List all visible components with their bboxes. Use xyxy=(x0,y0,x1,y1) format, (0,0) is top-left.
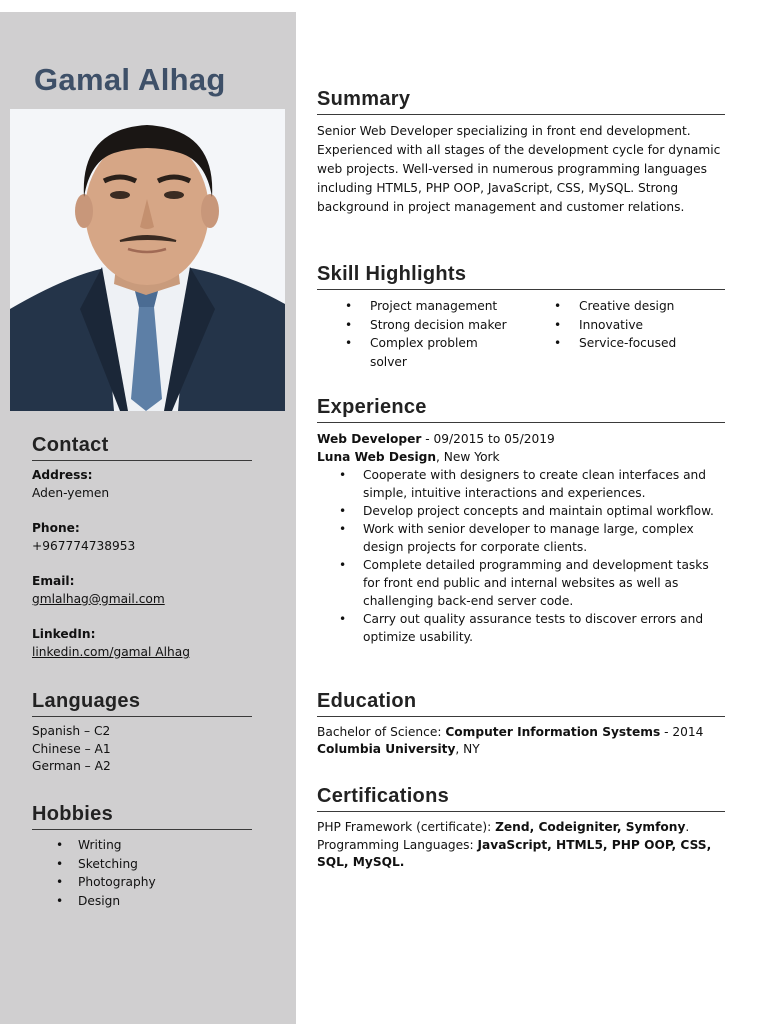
linkedin-label: LinkedIn: xyxy=(32,627,96,641)
summary-section xyxy=(317,88,725,217)
address-label: Address: xyxy=(32,468,93,482)
company-line xyxy=(317,448,725,466)
hobbies-heading: Hobbies xyxy=(32,803,252,830)
cert-value: Zend, Codeigniter, Symfony xyxy=(495,820,686,834)
cert-prefix: Programming Languages: xyxy=(317,837,478,852)
phone-label: Phone: xyxy=(32,521,80,535)
job-title: Web Developer xyxy=(317,432,422,446)
job-title-line xyxy=(317,430,725,448)
experience-section xyxy=(317,396,725,646)
education-heading: Education xyxy=(317,690,725,717)
hobbies-list xyxy=(56,836,252,910)
school-location: , NY xyxy=(455,742,480,756)
skill-item: • Complex problem solver xyxy=(317,334,487,371)
address-block xyxy=(32,467,252,502)
hobby-item: • Design xyxy=(56,892,252,911)
languages-heading: Languages xyxy=(32,690,252,717)
degree-year: - 2014 xyxy=(660,725,704,739)
certifications-heading: Certifications xyxy=(317,785,725,812)
contact-section xyxy=(32,434,252,679)
skills-heading: Skill Highlights xyxy=(317,263,725,290)
experience-bullet: • Work with senior developer to manage large, complex design projects for corporate clients. xyxy=(317,520,725,556)
certification-line-1 xyxy=(317,819,725,837)
experience-bullet: • Cooperate with designers to create clean interfaces and simple, intuitive interactions and experiences. xyxy=(317,466,725,502)
email-link[interactable]: gmlalhag@gmail.com xyxy=(32,591,165,606)
candidate-name: Gamal Alhag xyxy=(34,62,226,97)
degree-name: Computer Information Systems xyxy=(445,725,661,739)
skills-columns xyxy=(317,297,725,371)
skills-section xyxy=(317,263,725,371)
language-item: German – A2 xyxy=(32,759,111,773)
linkedin-link[interactable]: linkedin.com/gamal Alhag xyxy=(32,644,190,659)
skill-item: • Creative design xyxy=(551,297,676,316)
cert-suffix: . xyxy=(685,820,690,834)
summary-text: Senior Web Developer specializing in front end development. Experienced with all stages of the development cycle for dynamic web projects. Well-versed in numerous programming languages including HTML5, PHP OOP, JavaScript, CSS, MySQL. Strong background in project management and customer relations. xyxy=(317,124,721,214)
company-location: , New York xyxy=(436,450,500,464)
school-name: Columbia University xyxy=(317,742,456,756)
experience-bullet: • Develop project concepts and maintain optimal workflow. xyxy=(317,502,725,520)
hobby-item: • Writing xyxy=(56,836,252,855)
hobby-item: • Sketching xyxy=(56,855,252,874)
profile-photo xyxy=(10,109,285,411)
linkedin-block xyxy=(32,626,252,661)
experience-bullets xyxy=(317,466,725,646)
experience-bullet: • Carry out quality assurance tests to discover errors and optimize usability. xyxy=(317,610,725,646)
skills-column-1 xyxy=(317,297,551,371)
skills-column-2 xyxy=(551,297,676,371)
experience-heading: Experience xyxy=(317,396,725,423)
skill-item: • Strong decision maker xyxy=(317,316,551,335)
company-name: Luna Web Design xyxy=(317,450,437,464)
cert-value: JavaScript, HTML5, PHP OOP, CSS, SQL, MySQL. xyxy=(317,837,712,869)
skill-item: • Service-focused xyxy=(551,334,676,353)
email-label: Email: xyxy=(32,574,75,588)
hobby-item: • Photography xyxy=(56,873,252,892)
phone-value: +967774738953 xyxy=(32,538,136,553)
skill-item: • Innovative xyxy=(551,316,676,335)
languages-section xyxy=(32,690,252,776)
hobbies-section xyxy=(32,803,252,910)
school-line xyxy=(317,741,725,758)
address-value: Aden-yemen xyxy=(32,485,110,500)
degree-line xyxy=(317,724,725,741)
cert-prefix: PHP Framework (certificate): xyxy=(317,820,496,834)
job-dates: - 09/2015 to 05/2019 xyxy=(421,432,555,446)
experience-bullet: • Complete detailed programming and development tasks for front end public and internal websites as well as challenging back-end server code. xyxy=(317,556,725,610)
language-item: Chinese – A1 xyxy=(32,741,111,756)
certifications-section xyxy=(317,785,725,872)
phone-block xyxy=(32,520,252,555)
certification-line-2 xyxy=(317,837,725,872)
skill-item: • Project management xyxy=(317,297,551,316)
language-item: Spanish – C2 xyxy=(32,724,111,738)
degree-prefix: Bachelor of Science: xyxy=(317,725,446,739)
contact-heading: Contact xyxy=(32,434,252,461)
email-block xyxy=(32,573,252,608)
education-section xyxy=(317,690,725,758)
summary-heading: Summary xyxy=(317,88,725,115)
